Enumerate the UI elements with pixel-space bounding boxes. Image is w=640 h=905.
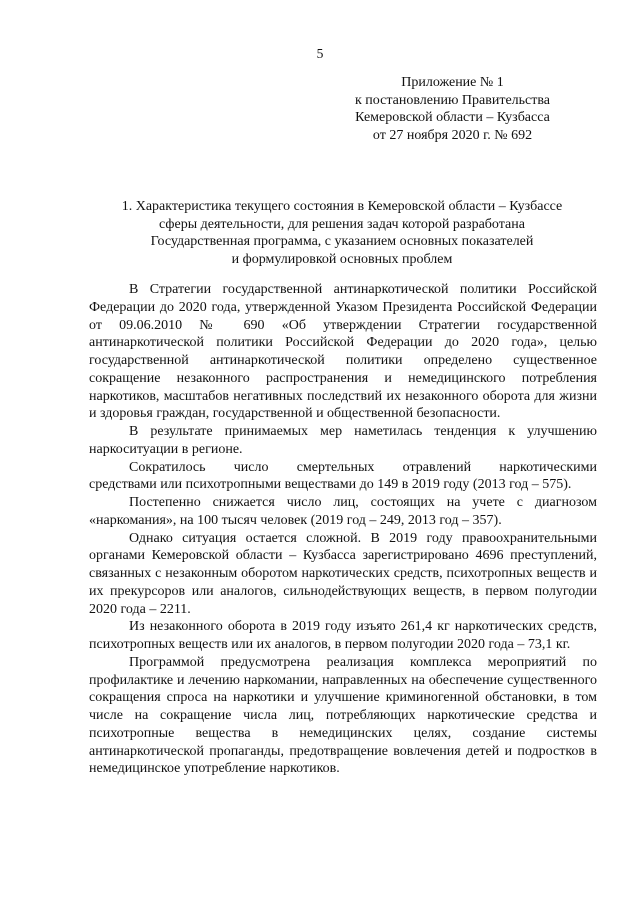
paragraph-situation: Однако ситуация остается сложной. В 2019 году правоохранительными органами Кемеровской области – Кузбасса зарегистрировано 4696 преступлений, связанных с незаконным оборотом наркотических средств, психотропных веществ и их прекурсоров или аналогов, сильнодействующих веществ, в первом полугодии 2020 года – 2211.	[89, 530, 597, 617]
paragraph-trend: В результате принимаемых мер наметилась тенденция к улучшению наркоситуации в регионе.	[89, 424, 597, 457]
appendix-title: Приложение № 1	[401, 75, 504, 90]
section-title-line: 1. Характеристика текущего состояния в Кемеровской области – Кузбассе	[121, 199, 563, 214]
paragraph-strategy: В Стратегии государственной антинаркотической политики Российской Федерации до 2020 года, утвержденной Указом Президента Российской Федерации от 09.06.2010 № 690 «Об утверждении Стратегии государственной антинаркотической политики Российской Федерации до 2020 года», целью государственной антинаркотической политики определено существенное сокращение незаконного распространения и немедицинского потребления наркотиков, масштабов негативных последствий их незаконного оборота для жизни и здоровья граждан, государственной и общественной безопасности.	[89, 282, 597, 422]
section-title	[88, 198, 596, 268]
section-title-line: Государственная программа, с указанием основных показателей	[150, 234, 534, 249]
section-title-line: и формулировкой основных проблем	[231, 251, 453, 267]
section-title-line: сферы деятельности, для решения задач которой разработана	[159, 216, 525, 232]
body-text	[89, 281, 597, 778]
paragraph-program: Программой предусмотрена реализация комплекса мероприятий по профилактике и лечению наркомании, направленных на обеспечение существенного сокращения спроса на наркотики и улучшение криминогенной обстановки, в том числе на сокращение числа лиц, потребляющих наркотические средства и психотропные вещества в немедицинских целях, создание системы антинаркотической пропаганды, предотвращение вовлечения детей и подростков в немедицинское употребление наркотиков.	[89, 654, 597, 777]
appendix-date-line: от 27 ноября 2020 г. № 692	[372, 127, 533, 143]
paragraph-registered: Постепенно снижается число лиц, состоящих на учете с диагнозом «наркомания», на 100 тысяч человек (2019 год – 249, 2013 год – 357).	[89, 495, 597, 528]
paragraph-seizures: Из незаконного оборота в 2019 году изъято 261,4 кг наркотических средств, психотропных веществ или их аналогов, в первом полугодии 2020 года – 73,1 кг.	[89, 619, 597, 652]
appendix-region-line: Кемеровской области – Кузбасса	[355, 110, 550, 125]
paragraph-poisoning: Сократилось число смертельных отравлений наркотическими	[129, 459, 597, 475]
appendix-header	[335, 74, 570, 144]
appendix-resolution-line: к постановлению Правительства	[354, 92, 551, 108]
paragraph-poisoning-cont: средствами или психотропными веществами до 149 в 2019 году (2013 год – 575).	[89, 477, 572, 493]
page-number: 5	[316, 46, 324, 61]
